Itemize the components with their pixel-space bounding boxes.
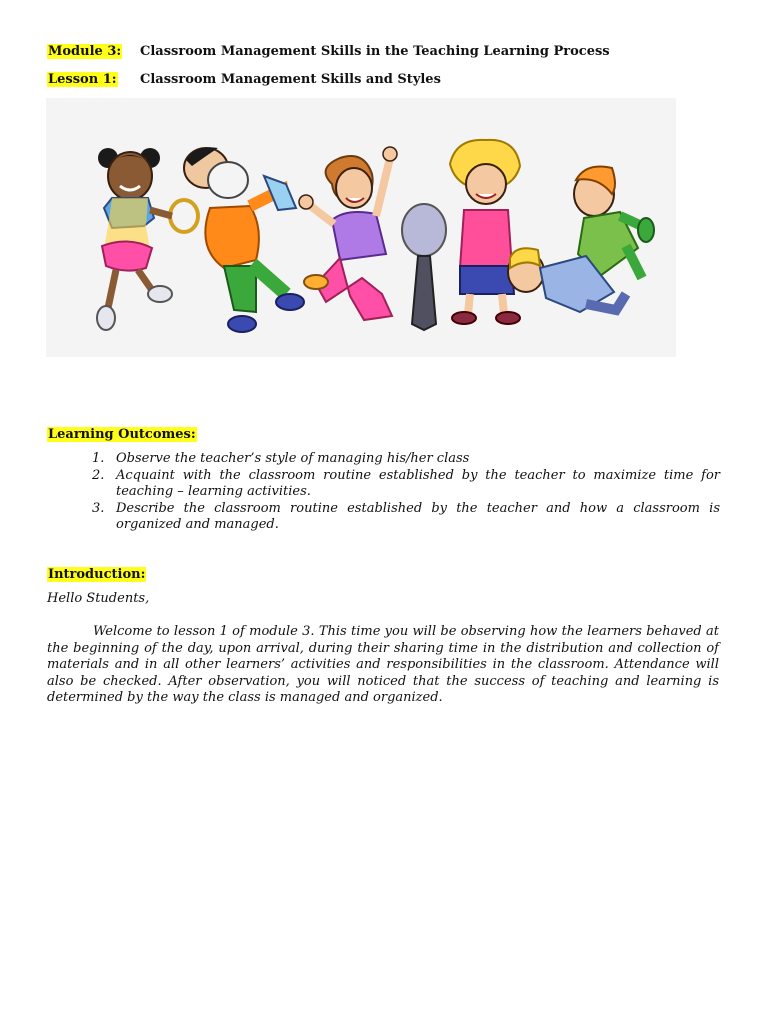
lesson-label: Lesson 1: (48, 72, 117, 87)
boy-blond-pink-shirt-figure (450, 140, 520, 324)
module-title: Classroom Management Skills in the Teaching Learning Process (140, 44, 610, 59)
introduction-body: Welcome to lesson 1 of module 3. This time you will be observing how the learners behaved at the beginning of the day, upon arrival, during their sharing time in the distribution and collection of materials and in all other learners’ activities and responsibilities in the classroom. Attendance will also be checked. After observation, you will noticed that the success of teaching and learning is determined by the way the class is managed and organized. (47, 624, 719, 706)
list-item-text: Observe the teacher’s style of managing his/her class (116, 451, 470, 466)
globe-stand-figure (402, 204, 446, 330)
girl-purple-top-figure (299, 147, 397, 320)
module-heading (47, 44, 610, 59)
list-item (92, 501, 720, 534)
lesson-title: Classroom Management Skills and Styles (140, 72, 441, 87)
learning-outcomes-heading: Learning Outcomes: (48, 427, 196, 442)
lesson-heading (47, 72, 441, 87)
introduction-heading: Introduction: (48, 567, 146, 582)
boy-orange-shirt-figure (184, 147, 304, 332)
introduction-heading-row (47, 563, 146, 582)
introduction-greeting: Hello Students, (47, 591, 150, 606)
wrestling-boys-figure (508, 167, 654, 313)
list-item (92, 451, 720, 468)
list-item-text: Describe the classroom routine established by the teacher and how a classroom is organized and managed. (116, 500, 720, 532)
girl-blue-shirt-figure (97, 148, 198, 330)
list-item-number: 1. (92, 451, 105, 466)
learning-outcomes-list (92, 451, 720, 534)
children-playing-illustration (46, 98, 676, 357)
learning-outcomes-heading-row (47, 423, 197, 442)
list-item-number: 3. (92, 500, 105, 516)
module-label: Module 3: (48, 44, 122, 59)
list-item (92, 468, 720, 501)
list-item-number: 2. (92, 467, 105, 483)
list-item-text: Acquaint with the classroom routine established by the teacher to maximize time for teaching – learning activities. (116, 467, 720, 499)
children-illustration-svg (46, 98, 676, 357)
